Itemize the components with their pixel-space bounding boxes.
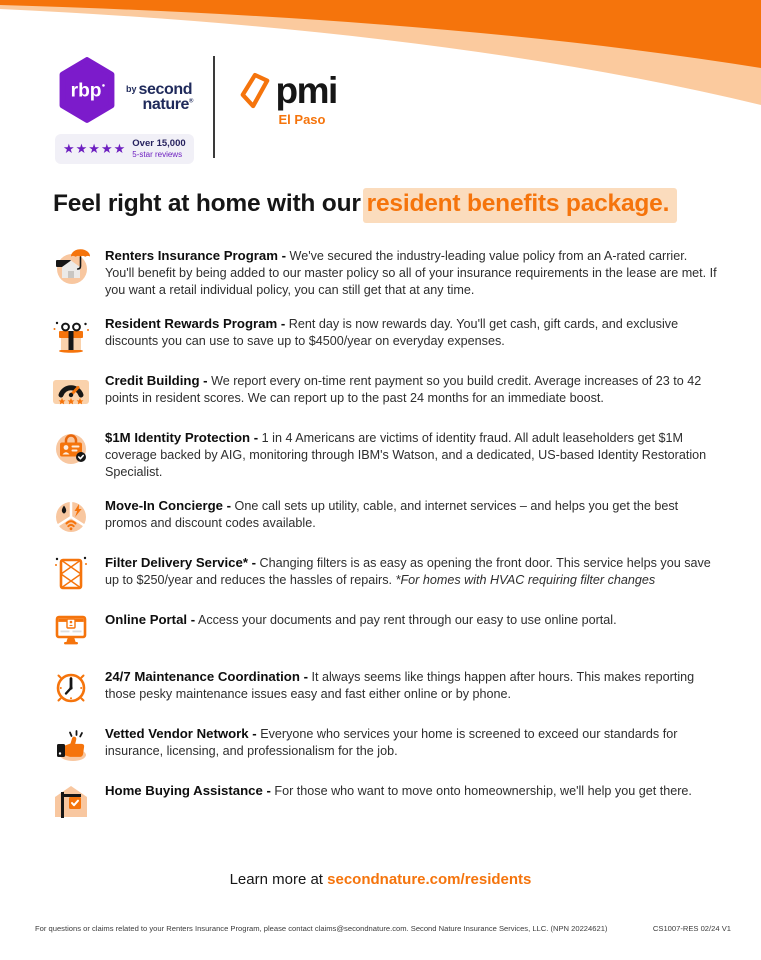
benefit-description: 1 in 4 Americans are victims of identity fraud. All adult leaseholders get $1M coverage backed by AIG, monitoring through IBM's Watson, and a dedicated, US-based Identity Restoration Specialist.: [105, 431, 707, 479]
benefit-title: Renters Insurance Program -: [105, 248, 287, 263]
logo-row: [55, 56, 337, 164]
title-highlight: resident benefits package.: [363, 188, 678, 223]
resident-rewards-icon: [50, 314, 92, 356]
vetted-vendor-icon: [50, 724, 92, 766]
benefit-item-move-in-concierge: [50, 496, 718, 538]
disclaimer-text: For questions or claims related to your Renters Insurance Program, please contact claims@secondnature.com. Second Nature Insurance Services, LLC. (NPN 20224621): [35, 924, 608, 933]
home-buying-icon: [50, 781, 92, 823]
rbp-logo: [55, 56, 205, 124]
benefit-item-online-portal: [50, 610, 718, 652]
logo-divider: [213, 56, 215, 158]
benefit-item-resident-rewards: [50, 314, 718, 356]
reviews-count: Over 15,000: [132, 138, 186, 149]
pmi-logo-text: pmi: [275, 70, 337, 111]
identity-protection-icon: [50, 428, 92, 470]
title-prefix: Feel right at home with our: [53, 190, 361, 217]
second-nature-wordmark: [126, 82, 193, 112]
benefit-item-credit-building: [50, 371, 718, 413]
renters-insurance-icon: [50, 246, 92, 288]
credit-building-icon: [50, 371, 92, 413]
benefit-description: We've secured the industry-leading value policy from an A-rated carrier. You'll benefit by being added to our master policy so all of your insurance requirements in the lease are met. If you want a retail individual policy, you can still get that at any time.: [105, 249, 717, 297]
benefit-title: 24/7 Maintenance Coordination -: [105, 669, 308, 684]
benefit-title: Vetted Vendor Network -: [105, 726, 257, 741]
benefit-description: Rent day is now rewards day. You'll get cash, gift cards, and exclusive discounts you can use to save up to $4500/year on everyday expenses.: [105, 317, 679, 348]
benefit-description: Everyone who services your home is screened to exceed our standards for insurance, licensing, and professionalism for the job.: [105, 727, 678, 758]
learn-more-prefix: Learn more at: [229, 871, 328, 888]
benefit-description: We report every on-time rent payment so you build credit. Average increases of 23 to 42 points in resident scores. We can report up to the past 24 months for an immediate boost.: [105, 374, 702, 405]
pmi-logo-block: [239, 56, 337, 127]
benefit-item-renters-insurance: [50, 246, 718, 299]
benefit-description: It always seems like things happen after hours. This makes reporting those pesky maintenance issues easy and fast either online or by phone.: [105, 670, 695, 701]
rbp-logo-text: rbp: [70, 80, 102, 102]
rbp-logo-block: [55, 56, 205, 164]
benefit-item-maintenance: [50, 667, 718, 709]
brand-word-nature: nature: [142, 96, 190, 113]
pmi-location-label: El Paso: [278, 112, 326, 127]
brand-word-second: second: [138, 80, 193, 98]
benefit-title: Move-In Concierge -: [105, 498, 232, 513]
fineprint-row: [35, 924, 731, 933]
benefit-title: Filter Delivery Service* -: [105, 555, 257, 570]
benefit-item-identity-protection: [50, 428, 718, 481]
learn-more-link[interactable]: secondnature.com/residents: [327, 871, 532, 888]
benefit-description: For those who want to move onto homeownership, we'll help you get there.: [274, 784, 692, 798]
benefit-footnote: *For homes with HVAC requiring filter changes: [395, 573, 656, 587]
benefit-title: Credit Building -: [105, 373, 208, 388]
benefit-title: Online Portal -: [105, 612, 196, 627]
benefit-title: $1M Identity Protection -: [105, 430, 259, 445]
benefit-description: Changing filters is as easy as opening the front door. This service helps you save up to $250/year and reduces the hassles of repairs.: [105, 556, 711, 587]
page-title: [53, 190, 677, 218]
filter-delivery-icon: [50, 553, 92, 595]
benefit-item-vetted-vendor: [50, 724, 718, 766]
online-portal-icon: [50, 610, 92, 652]
five-stars-icon: ★★★★★: [63, 141, 127, 157]
benefit-title: Home Buying Assistance -: [105, 783, 271, 798]
benefit-description: Access your documents and pay rent through our easy to use online portal.: [197, 613, 617, 627]
by-label: by: [126, 83, 137, 94]
document-code: CS1007-RES 02/24 V1: [652, 924, 731, 933]
move-in-concierge-icon: [50, 496, 92, 538]
benefit-item-filter-delivery: [50, 553, 718, 595]
registered-mark: ®: [189, 98, 194, 105]
pmi-diamond-icon: [239, 72, 271, 110]
reviews-badge: [55, 134, 194, 164]
learn-more-line: [0, 871, 761, 888]
benefit-title: Resident Rewards Program -: [105, 316, 286, 331]
benefits-list: [50, 246, 718, 838]
rbp-hexagon-icon: [55, 56, 119, 124]
reviews-caption: 5-star reviews: [132, 149, 183, 159]
benefit-item-home-buying: [50, 781, 718, 823]
benefit-description: One call sets up utility, cable, and internet services – and helps you get the best promos and discount codes available.: [105, 499, 679, 530]
maintenance-icon: [50, 667, 92, 709]
